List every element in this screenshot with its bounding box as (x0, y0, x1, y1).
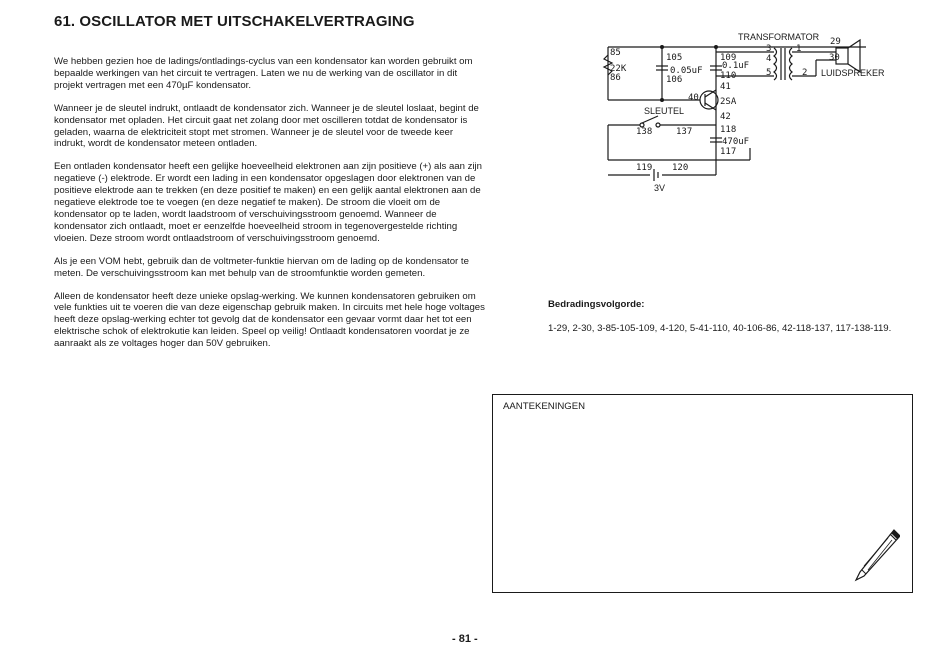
terminal-86: 86 (610, 73, 621, 83)
terminal-41: 41 (720, 82, 731, 92)
cap1-value: 0.05uF (670, 66, 703, 76)
terminal-29: 29 (830, 37, 841, 47)
terminal-120: 120 (672, 163, 689, 173)
terminal-110: 110 (720, 71, 737, 81)
terminal-tr3: 3 (766, 44, 772, 54)
terminal-tr2: 2 (802, 68, 808, 78)
terminal-30: 30 (829, 53, 840, 63)
notes-label: AANTEKENINGEN (503, 401, 586, 412)
terminal-118: 118 (720, 125, 737, 135)
transistor-symbol (700, 91, 718, 109)
paragraph-3: Een ontladen kondensator heeft een gelijke hoeveelheid elektronen aan zijn positieve (+) als aan zijn negatieve (-) elektrode. Er wordt een lading in een kondensator opgeslagen door elektronen van de positieve elektrode aan te trekken (en deze positief te maken) en een gelijk aantal elektronen aan de negatieve elektrode toe te voegen (en deze negatief te maken). De stroom die vloeit om de kondensator op te laden, wordt laadstroom of verschuivingsstroom genoemd. Wanneer de kondensator zich ontlaadt, moet er eenzelfde hoeveelheid stroom in tegenovergestelde richting vloeien. Deze stroom wordt ontlaadstroom of verschuivingsstroom genoemd. (54, 161, 483, 244)
terminal-138: 138 (636, 127, 653, 137)
transformer-coil-right (790, 48, 793, 80)
terminal-40: 40 (688, 93, 699, 103)
resistor-value: 22K (610, 64, 627, 74)
pencil-icon (850, 526, 900, 586)
paragraph-2: Wanneer je de sleutel indrukt, ontlaadt de kondensator zich. Wanneer je de sleutel loslaat, begint de kondensator met opladen. Het circuit gaat net zolang door met oscilleren totdat de kondensator is geladen, waarna de elektriciteit stopt met stromen. Wanneer je de sleutel voor de tweede keer indrukt, wordt de kondensator meteen ontladen. (54, 102, 479, 150)
battery-label: 3V (654, 183, 666, 193)
paragraph-1: We hebben gezien hoe de ladings/ontladings-cyclus van een kondensator kan worden gebruikt om bepaalde werkingen van het circuit te vertragen. Laten we nu de werking van de oscillator in dit projekt vertragen met een 470µF kondensator. (54, 56, 473, 91)
transformer-coil-left (774, 48, 777, 80)
notes-box[interactable] (492, 394, 913, 593)
terminal-106: 106 (666, 75, 683, 85)
body-text (54, 56, 486, 361)
page-title: 61. OSCILLATOR MET UITSCHAKELVERTRAGING (54, 13, 415, 30)
terminal-85: 85 (610, 48, 621, 58)
sequence-heading: Bedradingsvolgorde: (548, 299, 645, 310)
sequence-text: 1-29, 2-30, 3-85-105-109, 4-120, 5-41-110, 40-106-86, 42-118-137, 117-138-119. (548, 323, 892, 334)
terminal-137: 137 (676, 127, 693, 137)
node-right (714, 45, 718, 49)
circuit-diagram (596, 30, 896, 195)
terminal-tr5: 5 (766, 68, 772, 78)
cap2-value: 0.1uF (722, 61, 750, 71)
terminal-109: 109 (720, 53, 737, 63)
terminal-tr4: 4 (766, 54, 772, 64)
terminal-117: 117 (720, 147, 737, 157)
paragraph-5: Alleen de kondensator heeft deze unieke opslag-werking. We kunnen kondensatoren gebruiken om vele funkties uit te voeren die van deze eigenschap gebruik maken. In circuits met hele hoge voltages heeft deze opslag-werking echter tot gevolg dat de kondensator een gevaar vormt daar het tot een elektrische schok of elektrokutie kan leiden. Speel op veilig! Ontlaadt kondensatoren voordat je ze aanraakt als ze voltages hoger dan 50V gebruiken. (54, 290, 485, 350)
key-contact-right (656, 123, 660, 127)
transistor-label: 2SA (720, 97, 737, 107)
page-number: - 81 - (452, 633, 478, 645)
key-label: SLEUTEL (644, 106, 685, 116)
cap3-value: 470uF (722, 137, 750, 147)
key-lever (642, 116, 658, 123)
paragraph-4: Als je een VOM hebt, gebruik dan de voltmeter-funktie hiervan om de lading op de kondensator te meten. De verschuivingsstroom kan met behulp van de stroomfunktie worden gemeten. (54, 255, 469, 279)
node-top (660, 45, 664, 49)
transformer-label: TRANSFORMATOR (738, 32, 820, 42)
terminal-tr1: 1 (796, 44, 802, 54)
terminal-119: 119 (636, 163, 653, 173)
terminal-42: 42 (720, 112, 731, 122)
terminal-105: 105 (666, 53, 683, 63)
speaker-label: LUIDSPREKER (821, 68, 885, 78)
node-mid (660, 98, 664, 102)
